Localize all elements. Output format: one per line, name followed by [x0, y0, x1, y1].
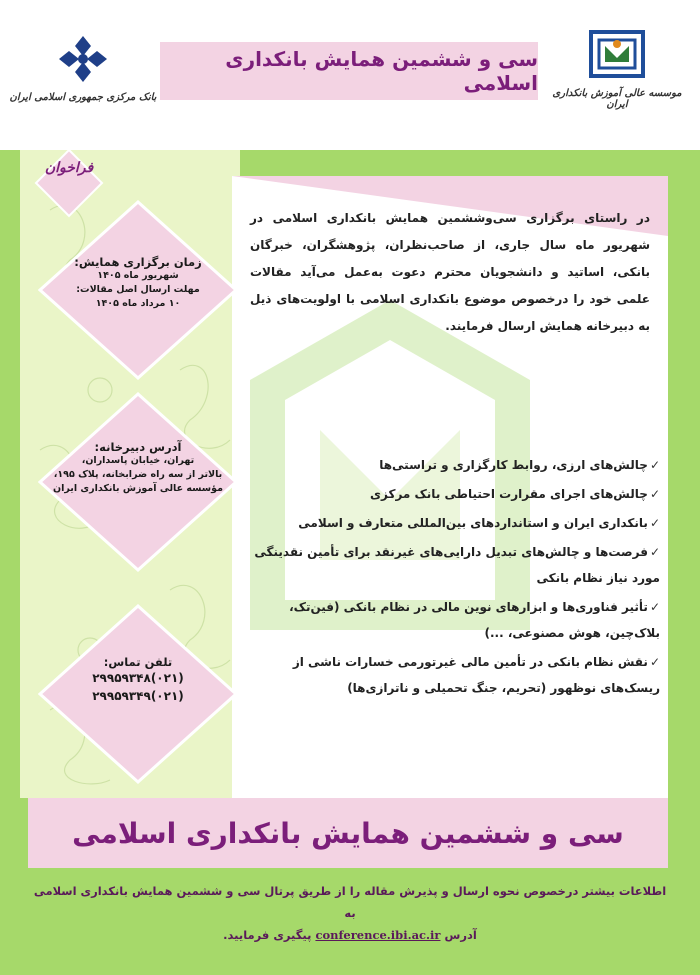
address-line1: تهران، خیابان پاسداران، [81, 455, 195, 466]
call-badge-label: فراخوان [44, 160, 94, 176]
header-band [160, 42, 538, 100]
ibi-logo-caption: موسسه عالی آموزش بانکداری ایران [552, 88, 682, 110]
check-icon: ✓ [649, 655, 660, 669]
footer-line1: اطلاعات بیشتر درخصوص نحوه ارسال و پذیرش مقاله را از طریق پرتال سی و ششمین همایش بانکداری اسلامی به [33, 884, 667, 920]
topic-item [250, 510, 660, 536]
cbi-emblem-icon [57, 34, 109, 84]
topics-list [250, 452, 660, 704]
dates-line3: ۱۰ مرداد ماه ۱۴۰۵ [95, 298, 181, 309]
cbi-logo [8, 34, 158, 103]
dates-line1: شهریور ماه ۱۴۰۵ [97, 270, 179, 281]
bottom-banner [28, 798, 668, 868]
topic-item [250, 539, 660, 591]
address-block [48, 440, 228, 496]
topic-item [250, 452, 660, 478]
topic-text: تأثیر فناوری‌ها و ابزارهای نوین مالی در نظام بانکی (فین‌تک، بلاک‌چین، هوش مصنوعی، ...) [289, 600, 660, 640]
topic-item [250, 481, 660, 507]
cbi-logo-caption: بانک مرکزی جمهوری اسلامی ایران [9, 92, 157, 103]
topic-text: چالش‌های اجرای مقرارت احتیاطی بانک مرکزی [370, 487, 648, 501]
intro-paragraph: در راستای برگزاری سی‌وششمین همایش بانکداری اسلامی در شهریور ماه سال جاری، از صاحب‌نظران، پژوهشگران، خبرگان بانکی، اساتید و دانشجویان محترم دعوت به‌عمل می‌آید مقالات علمی خود را درخصوص موضوع بانکداری اسلامی با اولویت‌های ذیل به دبیرخانه همایش ارسال فرمایند. [250, 211, 650, 333]
dates-line2: مهلت ارسال اصل مقالات: [76, 284, 200, 295]
contact-phone1: (۰۲۱)۲۹۹۵۹۳۴۸ [92, 671, 184, 685]
contact-block [48, 655, 228, 705]
check-icon: ✓ [649, 516, 660, 530]
address-line3: مؤسسه عالی آموزش بانکداری ایران [53, 483, 223, 494]
footer-suffix: پیگیری فرمایید. [223, 928, 312, 942]
address-line2: بالاتر از سه راه ضرابخانه، پلاک ۱۹۵، [53, 469, 223, 480]
contact-title: تلفن تماس: [103, 655, 173, 669]
conference-link[interactable]: conference.ibi.ac.ir [315, 928, 441, 942]
check-icon: ✓ [649, 458, 660, 472]
topic-text: بانکداری ایران و استانداردهای بین‌المللی متعارف و اسلامی [298, 516, 648, 530]
topic-item [250, 649, 660, 701]
footer-note [30, 880, 670, 946]
footer-line2 [30, 924, 670, 946]
banner-title: سی و ششمین همایش بانکداری اسلامی [72, 816, 624, 850]
topic-text: نقش نظام بانکی در تأمین مالی غیرتورمی خسارات ناشی از ریسک‌های نوظهور (تحریم، جنگ تحمیلی و ناترازی‌ها) [292, 655, 660, 695]
check-icon: ✓ [649, 487, 660, 501]
footer-prefix: آدرس [444, 928, 477, 942]
topic-text: چالش‌های ارزی، روابط کارگزاری و تراستی‌ها [379, 458, 648, 472]
contact-phone2: (۰۲۱)۲۹۹۵۹۳۴۹ [92, 689, 184, 703]
dates-title: زمان برگزاری همایش: [74, 255, 202, 269]
topic-text: فرصت‌ها و چالش‌های تبدیل دارایی‌های غیرنقد برای تأمین نقدینگی مورد نیاز نظام بانکی [254, 545, 660, 585]
address-title: آدرس دبیرخانه: [94, 440, 182, 454]
header-title: سی و ششمین همایش بانکداری اسلامی [225, 47, 538, 95]
dates-block [48, 255, 228, 311]
topic-item [250, 594, 660, 646]
check-icon: ✓ [649, 600, 660, 614]
ibi-logo [542, 28, 692, 110]
check-icon: ✓ [649, 545, 660, 559]
header [0, 0, 700, 150]
ibi-emblem-icon [587, 28, 647, 80]
